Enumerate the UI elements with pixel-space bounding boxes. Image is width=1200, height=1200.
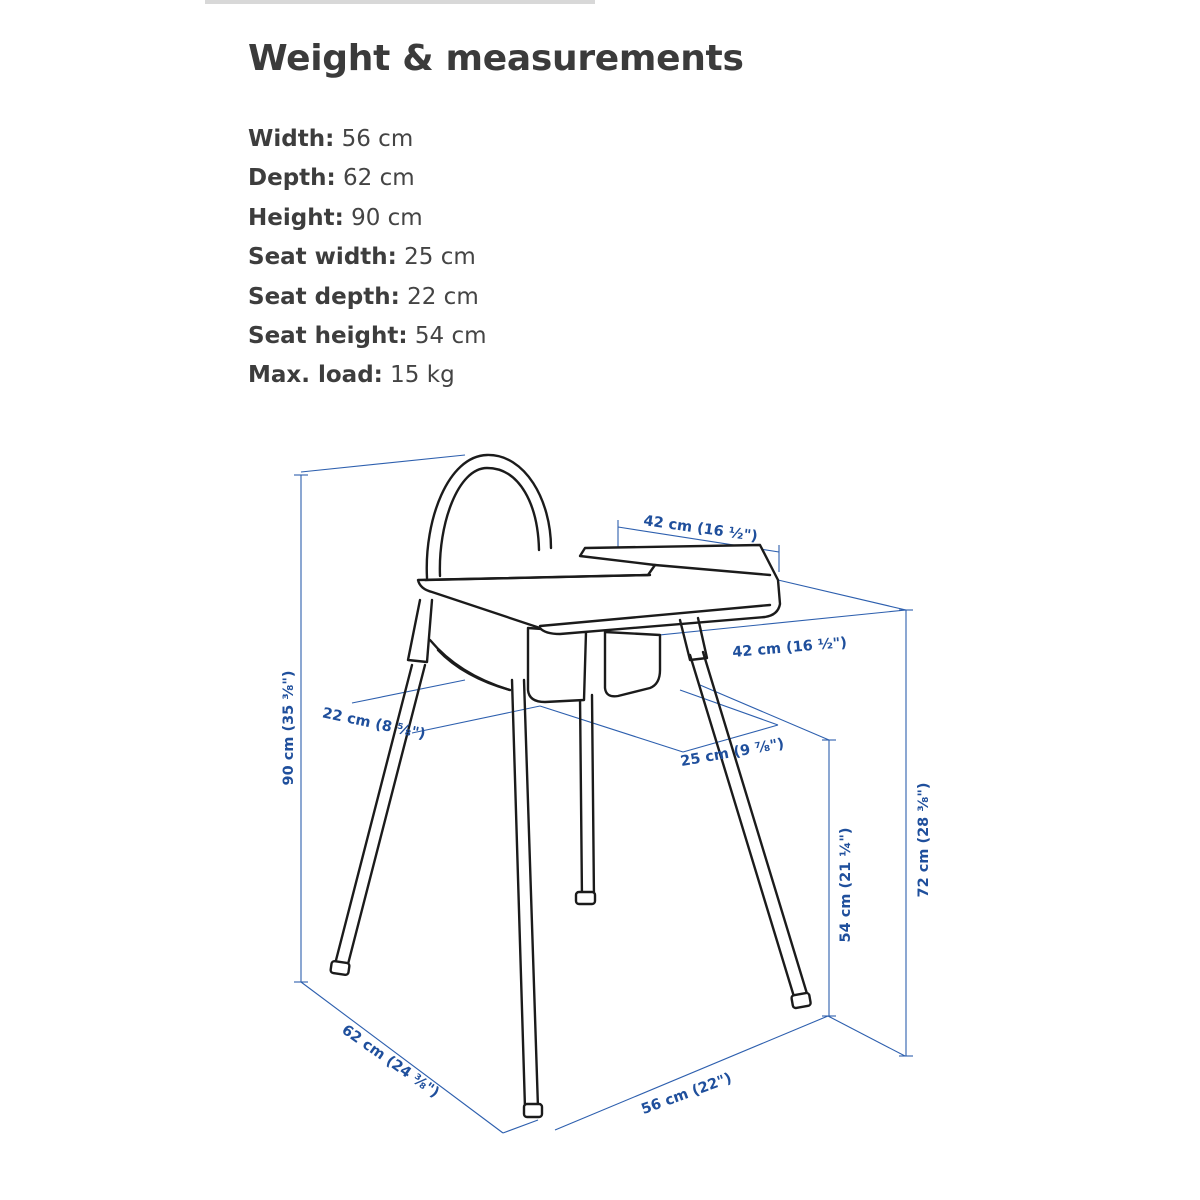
spec-label: Seat depth: (248, 283, 400, 310)
dim-label-tray-depth: 42 cm (16 ½") (731, 635, 848, 661)
spec-value: 22 cm (407, 283, 479, 310)
spec-label: Seat width: (248, 244, 397, 271)
spec-value: 56 cm (341, 126, 414, 152)
spec-value: 25 cm (404, 244, 476, 271)
spec-label: Seat height: (248, 323, 408, 350)
spec-label: Max. load: (248, 362, 383, 389)
dim-label-tray-height: 72 cm (28 ⅜") (916, 782, 932, 898)
dim-label-seat-depth: 22 cm (8 ⅝") (320, 705, 427, 743)
spec-label: Height: (248, 204, 344, 231)
highchair-illustration (330, 455, 811, 1117)
dim-label-seat-width: 25 cm (9 ⅞") (679, 736, 786, 771)
spec-value: 90 cm (351, 204, 423, 231)
spec-label: Width: (248, 126, 335, 152)
dim-label-width: 56 cm (22") (639, 1070, 734, 1118)
spec-label: Depth: (248, 165, 336, 192)
dim-label-tray-width: 42 cm (16 ½") (642, 513, 759, 545)
spec-value: 62 cm (343, 165, 415, 192)
spec-value: 15 kg (390, 362, 455, 389)
dim-label-seat-height: 54 cm (21 ¼") (838, 827, 854, 943)
section-title: Weight & measurements (248, 38, 744, 79)
spec-value: 54 cm (414, 323, 487, 350)
dim-label-depth: 62 cm (24 ⅜") (338, 1022, 442, 1102)
dim-label-total-height: 90 cm (35 ⅜") (281, 670, 297, 786)
